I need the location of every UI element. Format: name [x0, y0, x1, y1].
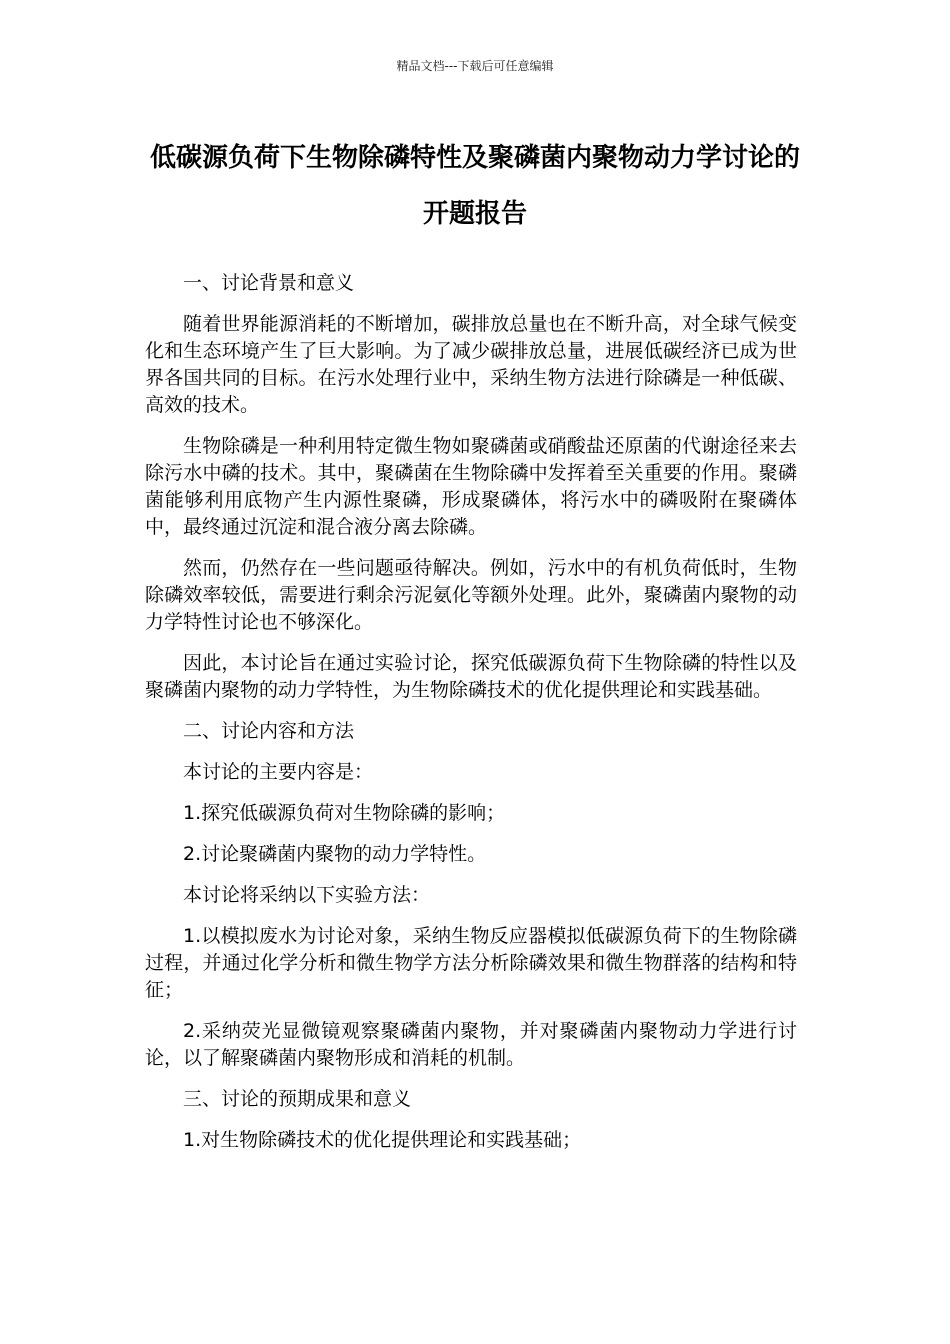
list-item-method-2: 2.采纳荧光显微镜观察聚磷菌内聚物，并对聚磷菌内聚物动力学进行讨论，以了解聚磷菌内聚物形成和消耗的机制。 [145, 1020, 797, 1069]
paragraph-methods-intro: 本讨论将采纳以下实验方法： [183, 884, 431, 906]
paragraph-background-3: 然而，仍然存在一些问题亟待解决。例如，污水中的有机负荷低时，生物除磷效率较低，需要进行剩余污泥氨化等额外处理。此外，聚磷菌内聚物的动力学特性讨论也不够深化。 [145, 557, 797, 633]
list-item-method-1: 1.以模拟废水为讨论对象，采纳生物反应器模拟低碳源负荷下的生物除磷过程，并通过化学分析和微生物学方法分析除磷效果和微生物群落的结构和特征； [145, 925, 797, 1001]
page-header-note: 精品文档---下载后可任意编辑 [396, 59, 554, 73]
paragraph-background-1: 随着世界能源消耗的不断增加，碳排放总量也在不断升高，对全球气候变化和生态环境产生了巨大影响。为了减少碳排放总量，进展低碳经济已成为世界各国共同的目标。在污水处理行业中，采纳生物方法进行除磷是一种低碳、高效的技术。 [145, 313, 797, 416]
section-heading-background: 一、讨论背景和意义 [183, 272, 355, 294]
paragraph-background-2: 生物除磷是一种利用特定微生物如聚磷菌或硝酸盐还原菌的代谢途径来去除污水中磷的技术。其中，聚磷菌在生物除磷中发挥着至关重要的作用。聚磷菌能够利用底物产生内源性聚磷，形成聚磷体，将污水中的磷吸附在聚磷体中，最终通过沉淀和混合液分离去除磷。 [145, 435, 797, 538]
list-item-result-1: 1.对生物除磷技术的优化提供理论和实践基础； [183, 1129, 582, 1151]
list-item-content-1: 1.探究低碳源负荷对生物除磷的影响； [183, 802, 506, 824]
paragraph-content-intro: 本讨论的主要内容是： [183, 761, 374, 783]
document-title: 低碳源负荷下生物除磷特性及聚磷菌内聚物动力学讨论的开题报告 [149, 143, 800, 229]
paragraph-background-4: 因此，本讨论旨在通过实验讨论，探究低碳源负荷下生物除磷的特性以及聚磷菌内聚物的动力学特性，为生物除磷技术的优化提供理论和实践基础。 [145, 652, 797, 701]
section-heading-expected-results: 三、讨论的预期成果和意义 [183, 1088, 412, 1110]
document-body [145, 270, 797, 1168]
list-item-content-2: 2.讨论聚磷菌内聚物的动力学特性。 [183, 843, 487, 865]
section-heading-content-methods: 二、讨论内容和方法 [183, 720, 355, 742]
